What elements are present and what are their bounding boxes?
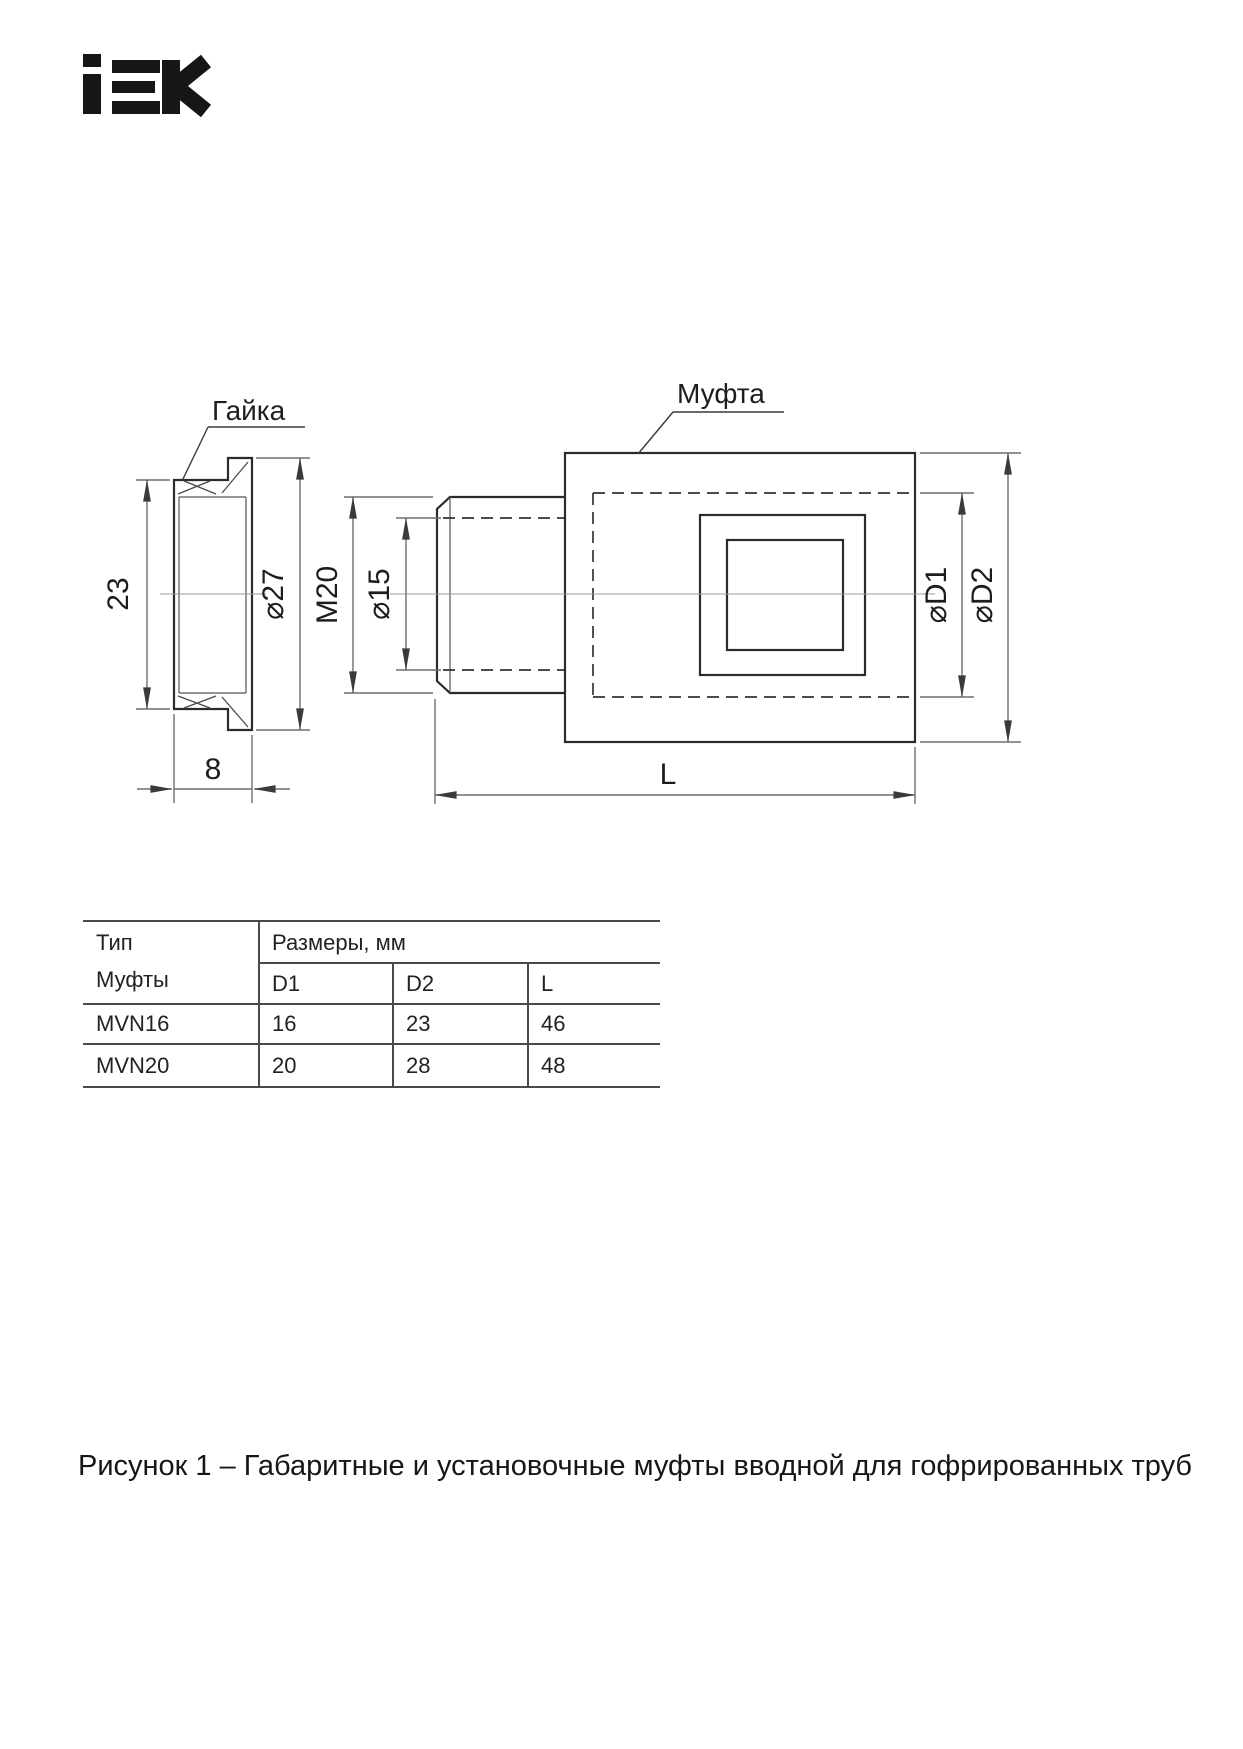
figure-caption: Рисунок 1 – Габаритные и установочные муфты вводной для гофрированных труб xyxy=(78,1450,1193,1482)
table-rule xyxy=(258,920,260,1088)
table-row-l: 48 xyxy=(541,1053,566,1078)
table-row-d1: 16 xyxy=(272,1011,297,1036)
table-rule xyxy=(258,962,660,964)
dim-value-d15: ⌀15 xyxy=(363,568,396,620)
table-row-d1: 20 xyxy=(272,1053,297,1078)
iek-logo xyxy=(62,54,222,117)
table-row-d2: 28 xyxy=(406,1053,431,1078)
dimension-drawing xyxy=(0,350,1243,820)
table-header-d2: D2 xyxy=(406,971,435,996)
dim-value-23: 23 xyxy=(102,577,135,611)
dim-value-d27: ⌀27 xyxy=(257,568,290,620)
logo-e-top-bar xyxy=(112,60,160,73)
table-row-l: 46 xyxy=(541,1011,566,1036)
table-row-d2: 23 xyxy=(406,1011,431,1036)
table-rule xyxy=(83,1086,660,1088)
nut-leader-line xyxy=(183,427,208,479)
table-header-type-line1: Тип xyxy=(96,930,133,955)
dim-nut-across-flats xyxy=(102,480,170,709)
table-header-type-line2: Муфты xyxy=(96,967,169,992)
coupling-body xyxy=(565,453,915,742)
table-rule xyxy=(83,1003,660,1005)
logo-e-mid-bar xyxy=(112,81,155,93)
table-row-type: MVN20 xyxy=(96,1053,170,1078)
nut-label: Гайка xyxy=(212,395,286,426)
table-rule xyxy=(83,920,660,922)
coupling-threaded-stub xyxy=(437,497,565,693)
dim-value-l: L xyxy=(659,758,677,791)
logo-e-bottom-bar xyxy=(112,101,160,114)
table-header-sizes: Размеры, мм xyxy=(272,930,406,955)
dim-value-m20: M20 xyxy=(311,565,344,625)
dim-value-8: 8 xyxy=(204,753,222,786)
dim-value-d2: ⌀D2 xyxy=(966,566,999,624)
table-rule xyxy=(392,962,394,1088)
logo-i-dot xyxy=(83,54,101,67)
dim-value-d1: ⌀D1 xyxy=(920,566,953,624)
table-row-type: MVN16 xyxy=(96,1011,170,1036)
dim-nut-flange-diameter xyxy=(256,458,310,730)
table-header-l: L xyxy=(541,971,554,996)
nut-section-view xyxy=(160,458,266,730)
dim-nut-thickness xyxy=(137,714,290,803)
coupling-label: Муфта xyxy=(677,378,765,409)
coupling-leader-line xyxy=(638,412,673,454)
table-rule xyxy=(83,1043,660,1045)
logo-i-stem xyxy=(83,74,101,114)
iek-logo-glyphs xyxy=(83,54,206,114)
table-header-d1: D1 xyxy=(272,971,301,996)
table-rule xyxy=(527,962,529,1088)
coupling-label-leader xyxy=(638,378,784,454)
coupling-view xyxy=(390,453,935,742)
